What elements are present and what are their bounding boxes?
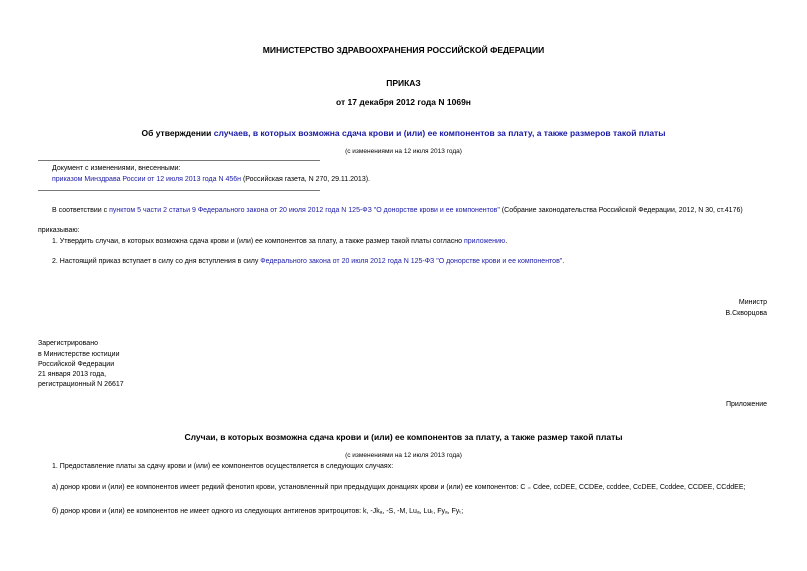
divider-top [38, 160, 320, 161]
item-2 [52, 258, 564, 265]
registration-line: регистрационный N 26617 [38, 381, 124, 388]
signature-role: Министр [738, 299, 767, 306]
changes-line1: Документ с изменениями, внесенными: [52, 165, 181, 172]
ministry-heading: МИНИСТЕРСТВО ЗДРАВООХРАНЕНИЯ РОССИЙСКОЙ ФЕДЕРАЦИИ [262, 45, 545, 55]
preamble-suffix: (Собрание законодательства Российской Федерации, 2012, N 30, ст.4176) [499, 207, 743, 214]
changes-link[interactable]: приказом Минздрава России от 12 июля 2013 года N 456н [52, 176, 242, 183]
item1-suffix: . [505, 238, 508, 245]
divider-bottom [38, 190, 320, 191]
document-title [0, 128, 807, 138]
title-link[interactable]: случаев, в которых возможна сдача крови и (или) ее компонентов за плату, а также размеров такой платы [213, 128, 666, 138]
date-number: от 17 декабря 2012 года N 1069н [336, 97, 471, 107]
item-1 [52, 238, 507, 245]
appendix-paragraph-b: б) донор крови и (или) ее компонентов не имеет одного из следующих антигенов эритроцитов: k, -Jkₐ, -S, -M, Luₐ, Luₜ, Fyₐ, Fyₜ; [52, 508, 464, 515]
signature-name: В.Скворцова [725, 310, 767, 317]
registration-line: в Министерстве юстиции [38, 351, 120, 358]
item2-suffix: . [562, 258, 565, 265]
registration-line: Зарегистрировано [38, 340, 98, 347]
item2-prefix: 2. Настоящий приказ вступает в силу со дня вступления в силу [52, 258, 261, 265]
item1-link[interactable]: приложению [464, 238, 506, 245]
preamble-link[interactable]: пунктом 5 части 2 статьи 9 Федерального закона от 20 июля 2012 года N 125-ФЗ "О донорстве крови и ее компонентов" [109, 207, 500, 214]
appendix-label: Приложение [725, 401, 767, 408]
registration-line: 21 января 2013 года, [38, 371, 107, 378]
appendix-amendments-note: (с изменениями на 12 июля 2013 года) [345, 452, 462, 459]
changes-line2 [52, 176, 370, 183]
changes-suffix: (Российская газета, N 270, 29.11.2013). [241, 176, 370, 183]
order-word: приказываю: [38, 227, 80, 234]
registration-line: Российской Федерации [38, 361, 115, 368]
title-prefix: Об утверждении [141, 128, 214, 138]
appendix-title: Случаи, в которых возможна сдача крови и (или) ее компонентов за плату, а также размер такой платы [184, 432, 623, 442]
appendix-paragraph-1: 1. Предоставление платы за сдачу крови и (или) ее компонентов осуществляется в следующих случаях: [52, 463, 394, 470]
amendments-note: (с изменениями на 12 июля 2013 года) [345, 148, 462, 155]
item1-prefix: 1. Утвердить случаи, в которых возможна сдача крови и (или) ее компонентов за плату, а также размер такой платы согласно [52, 238, 464, 245]
item2-link[interactable]: Федерального закона от 20 июля 2012 года N 125-ФЗ "О донорстве крови и ее компонентов" [260, 258, 563, 265]
appendix-paragraph-a: а) донор крови и (или) ее компонентов имеет редкий фенотип крови, установленный при предыдущих донациях крови и (или) ее компонентов: C ₌ Cdee, ccDEE, CCDEe, ccddee, CcDEE, Ccddee, CCDEE, CCddEE; [52, 484, 746, 491]
doc-type-heading: ПРИКАЗ [386, 78, 421, 88]
preamble-prefix: В соответствии с [52, 207, 110, 214]
preamble [52, 207, 743, 214]
